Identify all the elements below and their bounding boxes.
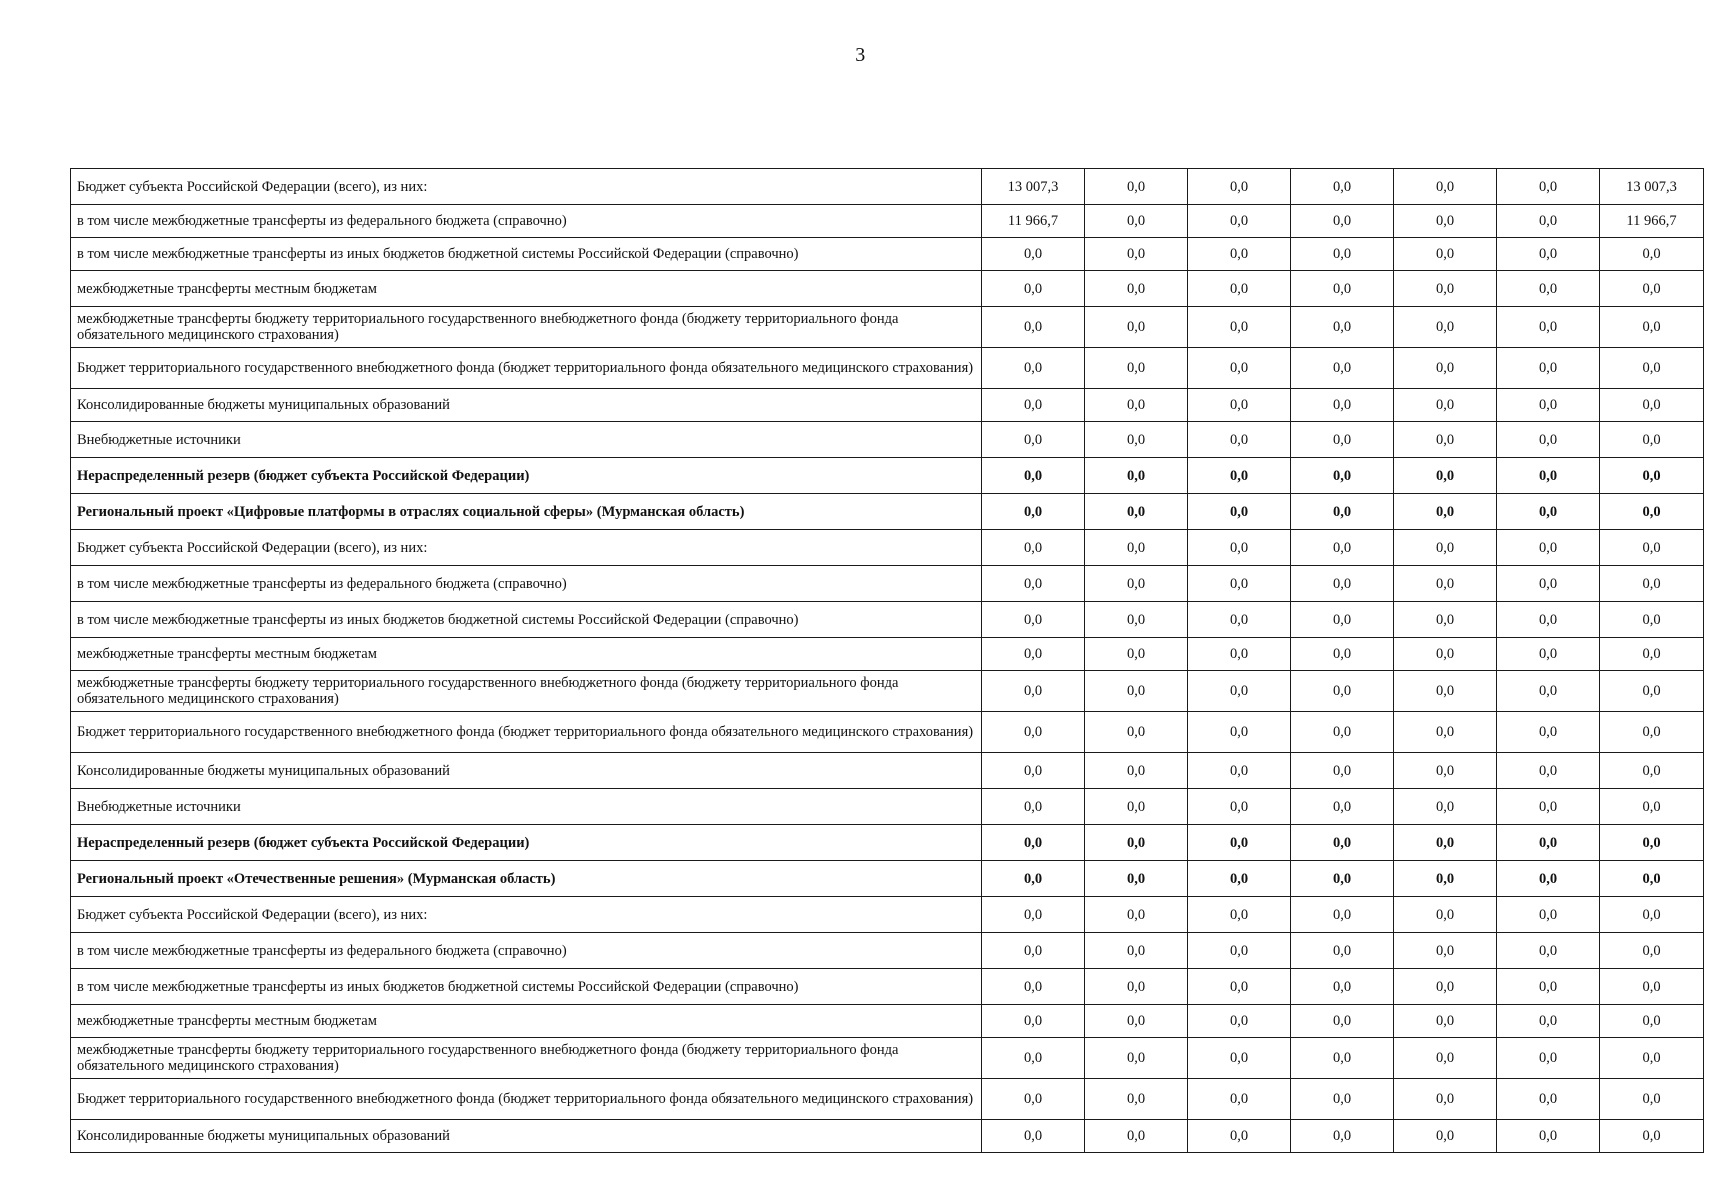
table-row xyxy=(71,712,1704,753)
row-value: 0,0 xyxy=(1600,933,1704,969)
row-value: 0,0 xyxy=(1291,712,1394,753)
row-value: 0,0 xyxy=(1600,789,1704,825)
row-value: 0,0 xyxy=(982,638,1085,671)
table-row xyxy=(71,861,1704,897)
row-value: 0,0 xyxy=(1497,307,1600,348)
row-value: 0,0 xyxy=(1394,458,1497,494)
row-value: 0,0 xyxy=(982,1038,1085,1079)
row-value: 0,0 xyxy=(1600,238,1704,271)
row-value: 0,0 xyxy=(982,753,1085,789)
row-label: Бюджет территориального государственного внебюджетного фонда (бюджет территориального фонда обязательного медицинского страхования) xyxy=(71,1079,982,1120)
row-value: 0,0 xyxy=(1497,1079,1600,1120)
row-value: 0,0 xyxy=(1600,638,1704,671)
row-value: 0,0 xyxy=(1600,530,1704,566)
row-value: 0,0 xyxy=(1188,825,1291,861)
row-value: 11 966,7 xyxy=(1600,205,1704,238)
row-value: 0,0 xyxy=(1497,238,1600,271)
row-label: Бюджет субъекта Российской Федерации (всего), из них: xyxy=(71,530,982,566)
row-label: Региональный проект «Отечественные решения» (Мурманская область) xyxy=(71,861,982,897)
row-value: 0,0 xyxy=(1497,825,1600,861)
row-value: 0,0 xyxy=(1497,897,1600,933)
row-value: 0,0 xyxy=(982,1079,1085,1120)
budget-table xyxy=(70,168,1704,1153)
row-value: 0,0 xyxy=(982,348,1085,389)
row-value: 0,0 xyxy=(1394,1005,1497,1038)
row-label: Бюджет субъекта Российской Федерации (всего), из них: xyxy=(71,169,982,205)
row-value: 0,0 xyxy=(1600,825,1704,861)
row-value: 0,0 xyxy=(1600,494,1704,530)
table-row xyxy=(71,1005,1704,1038)
row-value: 0,0 xyxy=(1188,969,1291,1005)
row-label: Консолидированные бюджеты муниципальных образований xyxy=(71,389,982,422)
row-label: в том числе межбюджетные трансферты из иных бюджетов бюджетной системы Российской Федерации (справочно) xyxy=(71,969,982,1005)
row-value: 0,0 xyxy=(1600,348,1704,389)
row-value: 0,0 xyxy=(1497,566,1600,602)
row-value: 0,0 xyxy=(1291,638,1394,671)
row-value: 0,0 xyxy=(1394,494,1497,530)
row-value: 0,0 xyxy=(1291,789,1394,825)
row-value: 0,0 xyxy=(1394,205,1497,238)
table-row xyxy=(71,753,1704,789)
row-value: 0,0 xyxy=(982,602,1085,638)
row-value: 0,0 xyxy=(1394,271,1497,307)
row-label: Консолидированные бюджеты муниципальных образований xyxy=(71,753,982,789)
row-value: 0,0 xyxy=(1600,458,1704,494)
row-value: 0,0 xyxy=(1291,1120,1394,1153)
row-value: 0,0 xyxy=(1188,566,1291,602)
row-value: 0,0 xyxy=(1085,969,1188,1005)
row-value: 0,0 xyxy=(1085,494,1188,530)
row-label: в том числе межбюджетные трансферты из федерального бюджета (справочно) xyxy=(71,205,982,238)
row-value: 0,0 xyxy=(1291,530,1394,566)
row-value: 0,0 xyxy=(1394,1079,1497,1120)
row-value: 0,0 xyxy=(1085,712,1188,753)
row-value: 0,0 xyxy=(1497,389,1600,422)
row-value: 0,0 xyxy=(1600,422,1704,458)
row-value: 0,0 xyxy=(1291,897,1394,933)
row-label: в том числе межбюджетные трансферты из иных бюджетов бюджетной системы Российской Федерации (справочно) xyxy=(71,602,982,638)
row-value: 0,0 xyxy=(1085,638,1188,671)
row-value: 0,0 xyxy=(1291,238,1394,271)
row-value: 0,0 xyxy=(1291,389,1394,422)
table-row xyxy=(71,494,1704,530)
row-label: Консолидированные бюджеты муниципальных образований xyxy=(71,1120,982,1153)
row-value: 0,0 xyxy=(1085,1005,1188,1038)
row-value: 0,0 xyxy=(1497,1005,1600,1038)
row-value: 0,0 xyxy=(1085,271,1188,307)
row-value: 0,0 xyxy=(1188,1120,1291,1153)
row-value: 0,0 xyxy=(1600,271,1704,307)
row-value: 0,0 xyxy=(982,712,1085,753)
row-label: Бюджет территориального государственного внебюджетного фонда (бюджет территориального фонда обязательного медицинского страхования) xyxy=(71,712,982,753)
row-value: 0,0 xyxy=(1188,422,1291,458)
row-label: межбюджетные трансферты бюджету территориального государственного внебюджетного фонда (бюджету территориального фонда обязательного медицинского страхования) xyxy=(71,1038,982,1079)
row-value: 0,0 xyxy=(1497,1038,1600,1079)
row-value: 0,0 xyxy=(1497,861,1600,897)
row-value: 0,0 xyxy=(1394,712,1497,753)
table-row xyxy=(71,348,1704,389)
row-value: 0,0 xyxy=(1085,1079,1188,1120)
row-value: 0,0 xyxy=(1600,307,1704,348)
row-value: 0,0 xyxy=(1085,1120,1188,1153)
table-row xyxy=(71,671,1704,712)
row-value: 0,0 xyxy=(1600,602,1704,638)
table-row xyxy=(71,897,1704,933)
row-label: Внебюджетные источники xyxy=(71,422,982,458)
row-value: 0,0 xyxy=(1497,638,1600,671)
row-value: 0,0 xyxy=(1291,861,1394,897)
row-value: 0,0 xyxy=(1291,671,1394,712)
row-value: 0,0 xyxy=(1394,1038,1497,1079)
row-value: 0,0 xyxy=(1394,1120,1497,1153)
row-value: 0,0 xyxy=(1085,789,1188,825)
row-value: 0,0 xyxy=(1394,238,1497,271)
row-value: 0,0 xyxy=(1188,348,1291,389)
row-value: 0,0 xyxy=(1497,530,1600,566)
row-value: 0,0 xyxy=(1394,638,1497,671)
row-value: 0,0 xyxy=(1188,638,1291,671)
row-value: 0,0 xyxy=(1291,271,1394,307)
row-value: 0,0 xyxy=(1291,169,1394,205)
table-row xyxy=(71,933,1704,969)
row-value: 0,0 xyxy=(1497,671,1600,712)
row-value: 0,0 xyxy=(1291,307,1394,348)
row-value: 0,0 xyxy=(1085,238,1188,271)
row-value: 0,0 xyxy=(1188,753,1291,789)
row-value: 0,0 xyxy=(1497,933,1600,969)
row-value: 0,0 xyxy=(1085,422,1188,458)
row-value: 0,0 xyxy=(1188,602,1291,638)
table-row xyxy=(71,566,1704,602)
row-label: межбюджетные трансферты бюджету территориального государственного внебюджетного фонда (бюджету территориального фонда обязательного медицинского страхования) xyxy=(71,307,982,348)
table-row xyxy=(71,602,1704,638)
row-value: 0,0 xyxy=(982,307,1085,348)
row-value: 0,0 xyxy=(1394,169,1497,205)
row-value: 0,0 xyxy=(982,271,1085,307)
row-value: 0,0 xyxy=(1600,1120,1704,1153)
row-value: 0,0 xyxy=(1188,1079,1291,1120)
row-value: 0,0 xyxy=(1188,307,1291,348)
row-value: 0,0 xyxy=(1085,307,1188,348)
row-value: 0,0 xyxy=(1085,825,1188,861)
row-value: 0,0 xyxy=(1188,238,1291,271)
row-value: 0,0 xyxy=(1188,530,1291,566)
row-value: 0,0 xyxy=(1497,789,1600,825)
row-value: 0,0 xyxy=(1085,861,1188,897)
row-value: 0,0 xyxy=(1497,271,1600,307)
row-value: 0,0 xyxy=(1188,712,1291,753)
row-value: 0,0 xyxy=(1291,458,1394,494)
row-value: 0,0 xyxy=(1394,566,1497,602)
row-value: 0,0 xyxy=(1085,530,1188,566)
row-value: 0,0 xyxy=(1497,969,1600,1005)
row-label: межбюджетные трансферты местным бюджетам xyxy=(71,1005,982,1038)
page-number: 3 xyxy=(855,44,866,66)
row-value: 0,0 xyxy=(1497,422,1600,458)
table-row xyxy=(71,205,1704,238)
row-value: 11 966,7 xyxy=(982,205,1085,238)
row-label: межбюджетные трансферты местным бюджетам xyxy=(71,271,982,307)
row-value: 0,0 xyxy=(1497,602,1600,638)
row-value: 0,0 xyxy=(1600,1079,1704,1120)
table-row xyxy=(71,307,1704,348)
table-row xyxy=(71,389,1704,422)
row-value: 0,0 xyxy=(1085,753,1188,789)
row-value: 0,0 xyxy=(1600,861,1704,897)
row-value: 0,0 xyxy=(1394,307,1497,348)
table-row xyxy=(71,271,1704,307)
row-label: Нераспределенный резерв (бюджет субъекта Российской Федерации) xyxy=(71,458,982,494)
row-value: 0,0 xyxy=(982,238,1085,271)
row-value: 0,0 xyxy=(1188,205,1291,238)
row-value: 0,0 xyxy=(1291,1005,1394,1038)
row-value: 0,0 xyxy=(982,566,1085,602)
row-value: 0,0 xyxy=(982,389,1085,422)
row-value: 0,0 xyxy=(1188,271,1291,307)
table-row xyxy=(71,789,1704,825)
row-value: 0,0 xyxy=(1085,169,1188,205)
row-value: 0,0 xyxy=(1085,458,1188,494)
row-value: 0,0 xyxy=(1394,933,1497,969)
table-body xyxy=(71,169,1704,1153)
row-label: межбюджетные трансферты местным бюджетам xyxy=(71,638,982,671)
table-row xyxy=(71,530,1704,566)
row-value: 0,0 xyxy=(1291,602,1394,638)
row-value: 0,0 xyxy=(1188,389,1291,422)
row-value: 0,0 xyxy=(1600,897,1704,933)
row-value: 0,0 xyxy=(1497,458,1600,494)
row-value: 0,0 xyxy=(1497,205,1600,238)
row-value: 0,0 xyxy=(1394,671,1497,712)
row-value: 0,0 xyxy=(1188,494,1291,530)
row-value: 0,0 xyxy=(1497,712,1600,753)
row-label: Бюджет субъекта Российской Федерации (всего), из них: xyxy=(71,897,982,933)
row-label: межбюджетные трансферты бюджету территориального государственного внебюджетного фонда (бюджету территориального фонда обязательного медицинского страхования) xyxy=(71,671,982,712)
row-value: 0,0 xyxy=(1291,933,1394,969)
row-value: 0,0 xyxy=(1394,602,1497,638)
row-value: 0,0 xyxy=(1085,602,1188,638)
row-value: 0,0 xyxy=(1188,1038,1291,1079)
row-label: в том числе межбюджетные трансферты из федерального бюджета (справочно) xyxy=(71,566,982,602)
row-value: 0,0 xyxy=(1600,566,1704,602)
row-value: 0,0 xyxy=(1600,1038,1704,1079)
row-value: 0,0 xyxy=(1394,789,1497,825)
row-value: 0,0 xyxy=(1600,671,1704,712)
row-label: Внебюджетные источники xyxy=(71,789,982,825)
row-value: 0,0 xyxy=(982,1120,1085,1153)
table-row xyxy=(71,422,1704,458)
row-value: 0,0 xyxy=(1497,169,1600,205)
row-value: 0,0 xyxy=(1291,753,1394,789)
row-value: 0,0 xyxy=(1600,1005,1704,1038)
row-value: 0,0 xyxy=(1497,494,1600,530)
row-value: 0,0 xyxy=(1394,897,1497,933)
row-value: 0,0 xyxy=(1291,825,1394,861)
row-value: 0,0 xyxy=(1291,205,1394,238)
row-value: 0,0 xyxy=(1085,205,1188,238)
row-value: 0,0 xyxy=(982,1005,1085,1038)
row-value: 0,0 xyxy=(1291,494,1394,530)
row-value: 0,0 xyxy=(1291,566,1394,602)
row-value: 0,0 xyxy=(1291,348,1394,389)
row-value: 0,0 xyxy=(1600,969,1704,1005)
table-row xyxy=(71,458,1704,494)
table-row xyxy=(71,1038,1704,1079)
row-value: 0,0 xyxy=(982,789,1085,825)
row-value: 0,0 xyxy=(1188,671,1291,712)
row-value: 0,0 xyxy=(1085,1038,1188,1079)
row-value: 0,0 xyxy=(1085,933,1188,969)
row-value: 0,0 xyxy=(1188,458,1291,494)
table-row xyxy=(71,1079,1704,1120)
row-value: 0,0 xyxy=(982,969,1085,1005)
row-label: Региональный проект «Цифровые платформы в отраслях социальной сферы» (Мурманская область) xyxy=(71,494,982,530)
row-value: 0,0 xyxy=(1394,753,1497,789)
row-value: 0,0 xyxy=(1188,933,1291,969)
row-value: 0,0 xyxy=(1394,861,1497,897)
row-value: 0,0 xyxy=(1600,712,1704,753)
row-label: Бюджет территориального государственного внебюджетного фонда (бюджет территориального фонда обязательного медицинского страхования) xyxy=(71,348,982,389)
row-value: 0,0 xyxy=(1085,671,1188,712)
row-value: 0,0 xyxy=(1394,530,1497,566)
row-value: 0,0 xyxy=(982,494,1085,530)
row-value: 0,0 xyxy=(1600,753,1704,789)
row-value: 0,0 xyxy=(1188,169,1291,205)
row-value: 0,0 xyxy=(1291,422,1394,458)
row-value: 0,0 xyxy=(1394,389,1497,422)
row-label: Нераспределенный резерв (бюджет субъекта Российской Федерации) xyxy=(71,825,982,861)
row-value: 13 007,3 xyxy=(982,169,1085,205)
table-row xyxy=(71,238,1704,271)
row-value: 0,0 xyxy=(1497,1120,1600,1153)
row-value: 0,0 xyxy=(1085,566,1188,602)
row-value: 0,0 xyxy=(982,671,1085,712)
row-value: 0,0 xyxy=(1394,825,1497,861)
table-row xyxy=(71,825,1704,861)
row-value: 0,0 xyxy=(1085,389,1188,422)
row-value: 0,0 xyxy=(1600,389,1704,422)
row-value: 0,0 xyxy=(1085,348,1188,389)
row-value: 0,0 xyxy=(982,458,1085,494)
table-row xyxy=(71,969,1704,1005)
row-value: 0,0 xyxy=(982,933,1085,969)
row-value: 0,0 xyxy=(1188,861,1291,897)
row-value: 0,0 xyxy=(1291,1079,1394,1120)
row-value: 0,0 xyxy=(1188,789,1291,825)
row-value: 0,0 xyxy=(982,897,1085,933)
row-value: 0,0 xyxy=(982,825,1085,861)
row-value: 0,0 xyxy=(1394,348,1497,389)
row-value: 0,0 xyxy=(1085,897,1188,933)
row-value: 0,0 xyxy=(1188,1005,1291,1038)
row-value: 0,0 xyxy=(982,422,1085,458)
table-row xyxy=(71,1120,1704,1153)
row-value: 0,0 xyxy=(982,861,1085,897)
row-value: 0,0 xyxy=(1291,969,1394,1005)
row-value: 0,0 xyxy=(1394,422,1497,458)
row-value: 0,0 xyxy=(1291,1038,1394,1079)
row-value: 0,0 xyxy=(982,530,1085,566)
row-value: 0,0 xyxy=(1188,897,1291,933)
row-value: 0,0 xyxy=(1497,753,1600,789)
table-row xyxy=(71,169,1704,205)
row-value: 0,0 xyxy=(1497,348,1600,389)
row-label: в том числе межбюджетные трансферты из иных бюджетов бюджетной системы Российской Федерации (справочно) xyxy=(71,238,982,271)
table-row xyxy=(71,638,1704,671)
row-value: 13 007,3 xyxy=(1600,169,1704,205)
row-label: в том числе межбюджетные трансферты из федерального бюджета (справочно) xyxy=(71,933,982,969)
row-value: 0,0 xyxy=(1394,969,1497,1005)
